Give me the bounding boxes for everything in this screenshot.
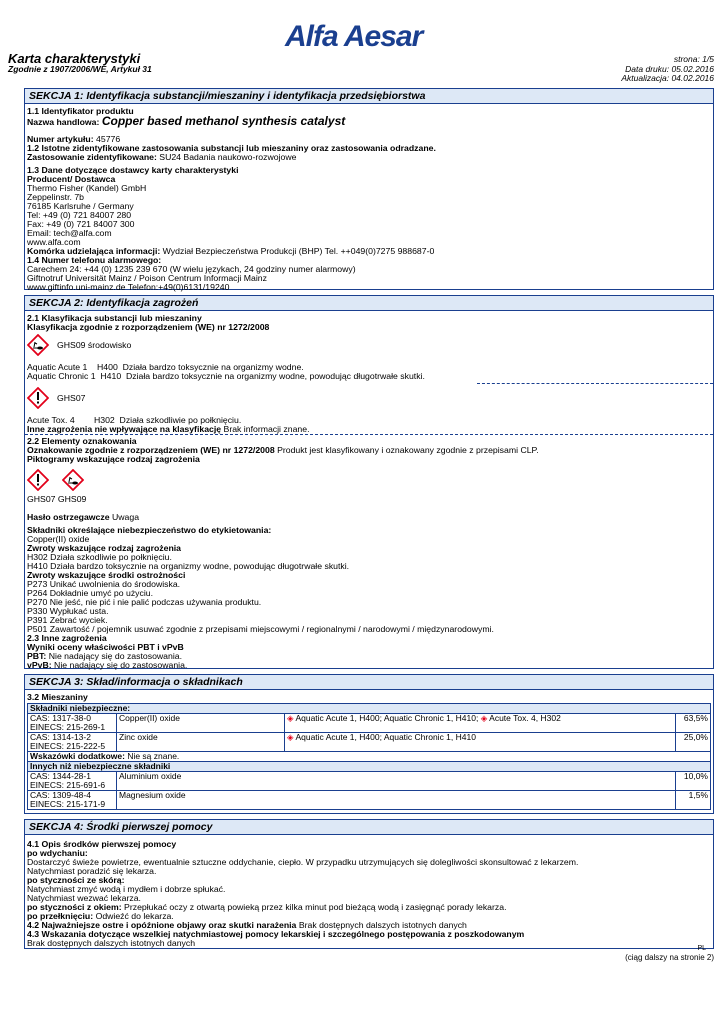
aquatic-chronic: Aquatic Chronic 1 H410 Działa bardzo toksycznie na organizmy wodne, powodując długotrwałe skutki. [27,371,425,381]
classification-cell: ◈ Aquatic Acute 1, H400; Aquatic Chronic 1, H410 [285,733,676,752]
classification-heading: 2.1 Klasyfikacja substancji lub mieszaniny [27,313,202,323]
section-1 [24,88,714,290]
continued-note: (ciąg dalszy na stronie 2) [625,953,714,962]
table-row [28,772,711,791]
symptoms-value: Brak dostępnych dalszych istotnych danych [298,920,467,930]
percent-cell: 63,5% [676,714,711,733]
vpvb-label: vPvB: [27,660,52,670]
cas-cell: CAS: 1309-48-4 EINECS: 215-171-9 [28,791,117,810]
other-hazards-heading: 2.3 Inne zagrożenia [27,633,107,643]
emergency-line: www.giftinfo.uni-mainz.de Telefon:+49(0)6131/19240 [27,282,230,292]
pbt-heading: Wyniki oceny właściwości PBT i vPvB [27,642,184,652]
pictogram-codes: GHS07 GHS09 [27,494,87,504]
other-hazards-value: Brak informacji znane. [223,424,310,434]
update-date: Aktualizacja: 04.02.2016 [621,73,714,83]
address-line: Thermo Fisher (Kandel) GmbH [27,183,147,193]
divider [25,434,713,435]
components-table [27,703,711,810]
address-line: Fax: +49 (0) 721 84007 300 [27,219,135,229]
non-hazardous-header: Innych niż niebezpieczne składniki [28,762,711,772]
precaution-statement: P501 Zawartość / pojemnik usuwać zgodnie z przepisami miejscowymi / regionalnymi / narodowymi / międzynarodowymi. [27,624,494,634]
percent-cell: 10,0% [676,772,711,791]
signal-word-value: Uwaga [111,512,140,522]
vpvb-row [27,661,187,670]
ghs09-environment-icon [27,334,49,356]
precaution-statement: P391 Zebrać wyciek. [27,615,108,625]
article-number-label: Numer artykułu: [27,134,94,144]
precaution-statement: P264 Dokładnie umyć po użyciu. [27,588,154,598]
ghs07-exclamation-icon [27,469,49,491]
product-identifier-heading: 1.1 Identyfikator produktu [27,106,134,116]
section-3-header [25,675,713,690]
emergency-heading: 1.4 Numer telefonu alarmowego: [27,255,162,265]
name-cell: Zinc oxide [117,733,285,752]
acute-tox: Acute Tox. 4 H302 Działa szkodliwie po połknięciu. [27,415,242,425]
inhalation-label: po wdychaniu: [27,848,88,858]
pbt-value: Nie nadający się do zastosowania. [48,651,183,661]
section-3-title: SEKCJA 3: Skład/informacja o składnikach [29,676,243,688]
info-label: Komórka udzielająca informacji: [27,246,161,256]
hazard-diamond-icon: ◈ [287,732,294,742]
hazard-components-heading: Składniki określające niebezpieczeństwo do etykietowania: [27,525,272,535]
first-aid-heading: 4.1 Opis środków pierwszej pomocy [27,839,177,849]
hazard-diamond-icon: ◈ [480,713,488,723]
ghs09-label: GHS09 środowisko [57,340,132,350]
section-2-header [25,296,713,311]
skin-text: Natychmiast wezwać lekarza. [27,893,141,903]
table-row [28,733,711,752]
hazardous-components-header: Składniki niebezpieczne: [28,704,711,714]
document-title: Karta charakterystyki [8,51,141,66]
section-4 [24,819,714,949]
precaution-heading: Zwroty wskazujące środki ostrożności [27,570,186,580]
labelling-value: Produkt jest klasyfikowany i oznakowany zgodnie z przepisami CLP. [277,445,539,455]
hazard-statements-heading: Zwroty wskazujące rodzaj zagrożenia [27,543,182,553]
precaution-statement: P330 Wypłukać usta. [27,606,109,616]
percent-cell: 25,0% [676,733,711,752]
pictograms-heading: Piktogramy wskazujące rodzaj zagrożenia [27,454,200,464]
swallow-label: po przełknięciu: [27,911,94,921]
address-line: Tel: +49 (0) 721 84007 280 [27,210,132,220]
precaution-statement: P270 Nie jeść, nie pić i nie palić podczas używania produktu. [27,597,262,607]
hazard-statement: H410 Działa bardzo toksycznie na organizmy wodne, powodując długotrwałe skutki. [27,561,350,571]
website-link[interactable]: www.alfa.com [27,237,81,247]
section-3 [24,674,714,814]
table-row [28,714,711,733]
name-cell: Magnesium oxide [117,791,676,810]
identified-use-row [27,153,296,162]
section-4-header [25,820,713,835]
cas-cell: CAS: 1314-13-2 EINECS: 215-222-5 [28,733,117,752]
article-number-value: 45776 [96,134,121,144]
emergency-line: Giftnotruf Universität Mainz / Poison Centrum Informacji Mainz [27,273,267,283]
section-2 [24,295,714,669]
medical-heading: 4.3 Wskazania dotyczące wszelkiej natychmiastowej pomocy lekarskiej i szczególnego postępowania z poszkodowanym [27,929,525,939]
print-date: Data druku: 05.02.2016 [625,64,714,74]
ghs07-label: GHS07 [57,393,86,403]
supplier-heading: 1.3 Dane dotyczące dostawcy karty charakterystyki [27,165,239,175]
eye-label: po styczności z okiem: [27,902,122,912]
inhalation-text: Dostarczyć świeże powietrze, ewentualnie sztuczne oddychanie, ciepło. W przypadku utrzymujących się dolegliwości skonsultować z lekarzem. [27,857,579,867]
address-line: Zeppelinstr. 7b [27,192,84,202]
language-code: PL [697,945,706,952]
producer-label: Producent/ Dostawca [27,174,116,184]
signal-word-label: Hasło ostrzegawcze [27,512,110,522]
table-row [28,752,711,762]
inhalation-text: Natychmiast poradzić się lekarza. [27,866,157,876]
classification-cell: ◈ Aquatic Acute 1, H400; Aquatic Chronic 1, H410; ◈ Acute Tox. 4, H302 [285,714,676,733]
mixtures-heading: 3.2 Mieszaniny [27,692,88,702]
medical-value: Brak dostępnych dalszych istotnych danych [27,938,196,948]
labelling-label: Oznakowanie zgodnie z rozporządzeniem (WE) nr 1272/2008 [27,445,275,455]
trade-name-value: Copper based methanol synthesis catalyst [101,114,346,128]
additional-info-cell: Wskazówki dodatkowe: Nie są znane. [28,752,711,762]
uses-heading: 1.2 Istotne zidentyfikowane zastosowania substancji lub mieszaniny oraz zastosowania odradzane. [27,143,436,153]
aquatic-acute: Aquatic Acute 1 H400 Działa bardzo toksycznie na organizmy wodne. [27,362,304,372]
divider [477,383,713,384]
classification-regulation: Klasyfikacja zgodnie z rozporządzeniem (WE) nr 1272/2008 [27,322,270,332]
vpvb-value: Nie nadający się do zastosowania. [54,660,188,670]
identified-use-label: Zastosowanie zidentyfikowane: [27,152,157,162]
emergency-line: Carechem 24: +44 (0) 1235 239 670 (W wielu językach, 24 godziny numer alarmowy) [27,264,356,274]
document-subtitle: Zgodnie z 1907/2006/WE, Artykuł 31 [8,64,152,74]
section-2-title: SEKCJA 2: Identyfikacja zagrożeń [29,297,199,309]
table-row [28,791,711,810]
address-line: 76185 Karlsruhe / Germany [27,201,134,211]
ghs07-exclamation-icon [27,387,49,409]
other-hazards-label: Inne zagrożenia nie wpływające na klasyfikację [27,424,222,434]
name-cell: Copper(II) oxide [117,714,285,733]
trade-name-row [27,114,346,128]
cas-cell: CAS: 1344-28-1 EINECS: 215-691-6 [28,772,117,791]
section-1-title: SEKCJA 1: Identyfikacja substancji/mieszaniny i identyfikacja przedsiębiorstwa [29,90,426,102]
info-value: Wydział Bezpieczeństwa Produkcji (BHP) Tel. ++049(0)7275 988687-0 [162,246,435,256]
other-hazards-row [27,425,309,434]
brand-logo: Alfa Aesar [285,20,423,53]
trade-name-label: Nazwa handlowa: [27,117,100,127]
ghs09-environment-icon [62,469,84,491]
pbt-label: PBT: [27,651,47,661]
hazard-diamond-icon: ◈ [287,713,294,723]
swallow-value: Odwieźć do lekarza. [95,911,174,921]
name-cell: Aluminium oxide [117,772,676,791]
email-link[interactable]: Email: tech@alfa.com [27,228,112,238]
eye-value: Przepłukać oczy z otwartą powieką przez kilka minut pod bieżącą wodą i zasięgnąć porady lekarza. [124,902,507,912]
cas-cell: CAS: 1317-38-0 EINECS: 215-269-1 [28,714,117,733]
signal-word-row [27,513,139,522]
skin-label: po styczności ze skórą: [27,875,125,885]
hazard-component: Copper(II) oxide [27,534,90,544]
skin-text: Natychmiast zmyć wodą i mydłem i dobrze spłukać. [27,884,226,894]
label-elements-heading: 2.2 Elementy oznakowania [27,436,137,446]
page-number: strona: 1/5 [673,54,714,64]
section-4-title: SEKCJA 4: Środki pierwszej pomocy [29,821,213,833]
precaution-statement: P273 Unikać uwolnienia do środowiska. [27,579,181,589]
hazard-statement: H302 Działa szkodliwie po połknięciu. [27,552,172,562]
percent-cell: 1,5% [676,791,711,810]
section-1-header [25,89,713,104]
symptoms-label: 4.2 Najważniejsze ostre i opóźnione objawy oraz skutki narażenia [27,920,297,930]
identified-use-value: SU24 Badania naukowo-rozwojowe [159,152,297,162]
